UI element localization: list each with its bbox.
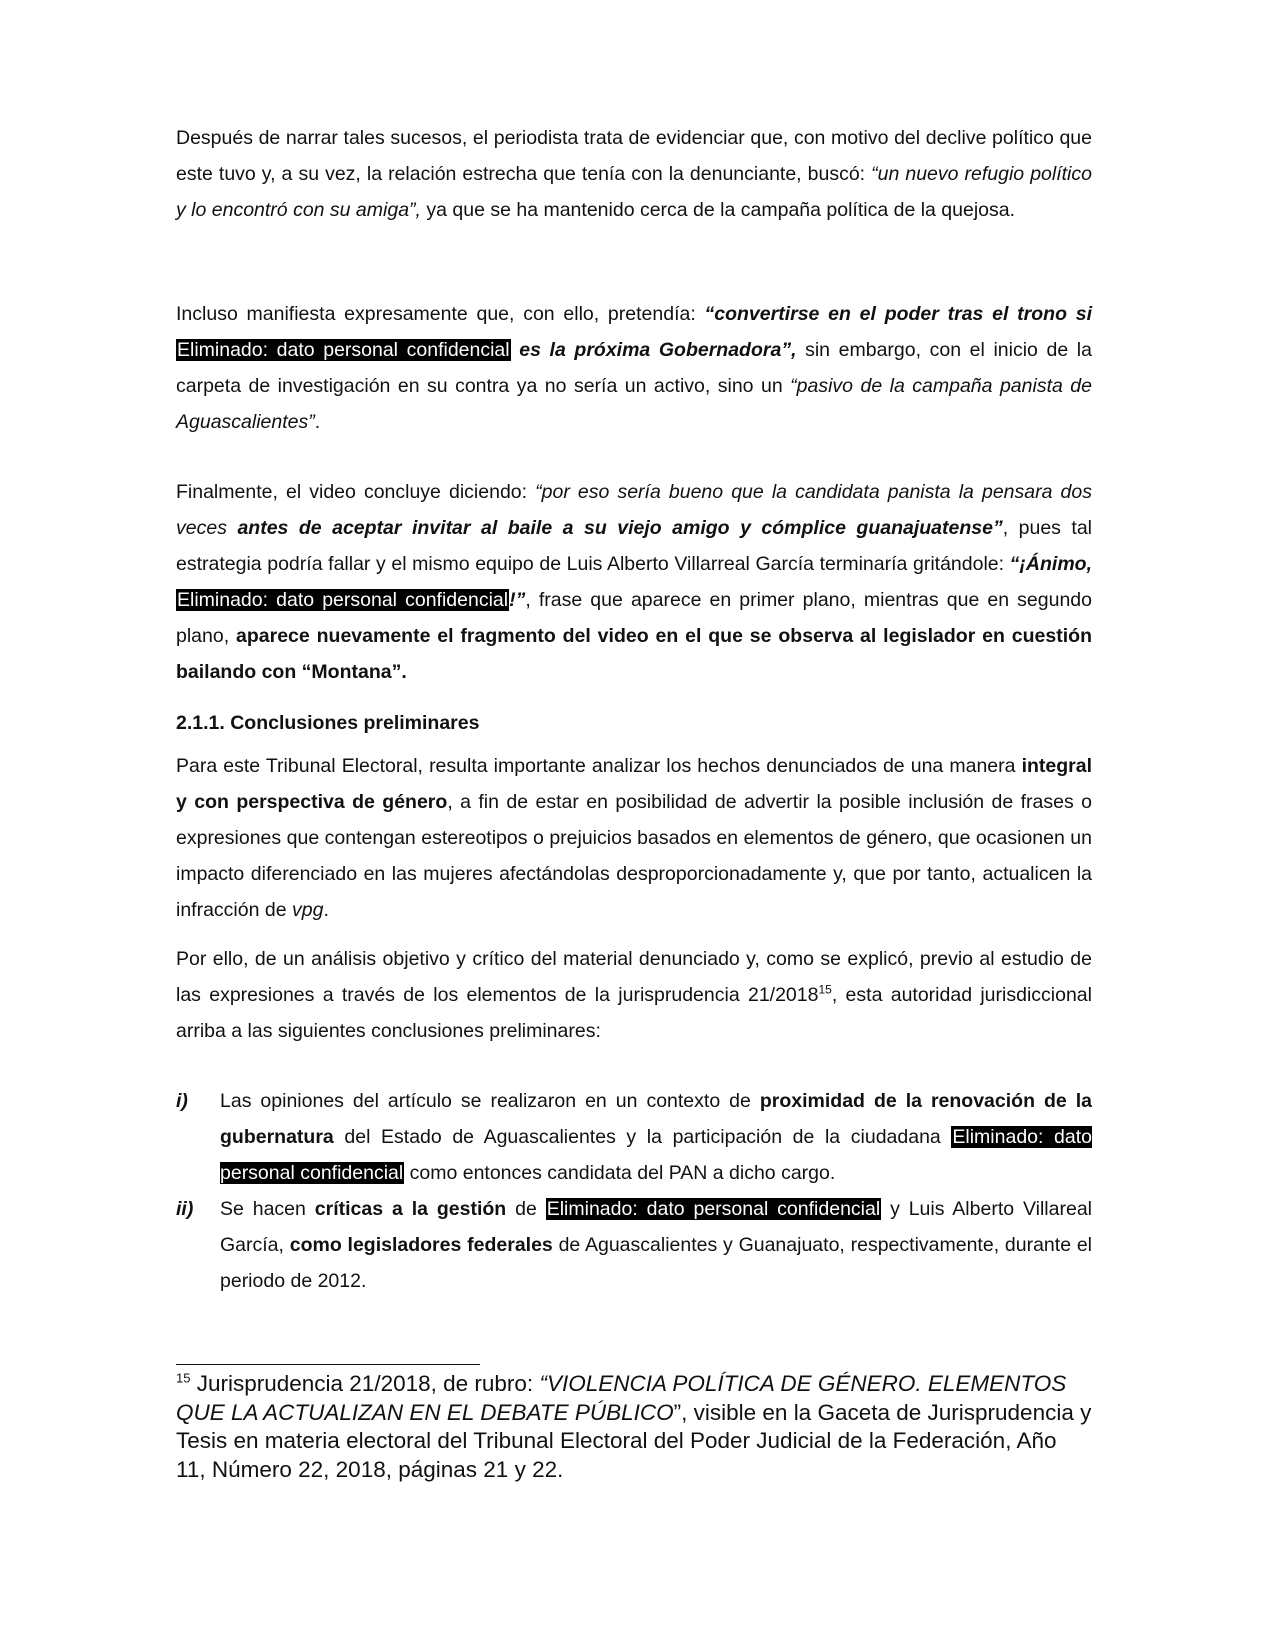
list-marker: ii) [176,1198,194,1220]
p3-quote-3: “¡Ánimo, [1009,553,1092,575]
paragraph-5 [176,941,1092,1049]
redaction-block: Eliminado: dato personal confidencial [177,339,510,361]
paragraph-1 [176,120,1092,228]
redaction-block: Eliminado: dato personal confidencial [220,1126,1093,1184]
p1-quote: “un nuevo refugio político y lo encontró con su amiga”, [176,163,1092,221]
footnote-reference: 15 [818,982,832,997]
li2-bold-1: críticas a la gestión [314,1198,507,1220]
p4-text-1: Para este Tribunal Electoral, resulta importante analizar los hechos denunciados de una manera [176,755,1022,777]
p3-text-3: , frase que aparece en primer plano, mientras que en segundo plano, [176,589,1092,647]
p3-text-2: , pues tal estrategia podría fallar y el mismo equipo de Luis Alberto Villarreal García terminaría gritándole: [176,517,1092,575]
li2-bold-2: como legisladores federales [289,1234,553,1256]
p2-quote-1: “convertirse en el poder tras el trono si [704,303,1092,325]
section-heading: 2.1.1. Conclusiones preliminares [176,712,480,734]
p4-italic: vpg [291,899,324,921]
li2-text-3: y Luis Alberto Villareal García, [220,1198,1092,1256]
p2-quote-2: es la próxima Gobernadora”, [510,339,797,361]
li1-bold: proximidad de la renovación de la gubernatura [220,1090,1093,1148]
redaction-block: Eliminado: dato personal confidencial [177,589,509,611]
footnote-separator [176,1364,480,1365]
p3-quote-1: “por eso sería bueno que la candidata panista la pensara dos veces [176,481,1092,539]
redaction-block: Eliminado: dato personal confidencial [546,1198,881,1220]
p4-text-2: , a fin de estar en posibilidad de advertir la posible inclusión de frases o expresiones que contengan estereotipos o prejuicios basados en elementos de género, que ocasionen un impacto diferenciado en las mujeres afectándolas desproporcionadamente y, que por tanto, actualicen la infracción de [176,791,1092,921]
li2-text-4: de Aguascalientes y Guanajuato, respectivamente, durante el periodo de 2012. [220,1234,1093,1292]
paragraph-4 [176,748,1092,928]
p1-text-2: ya que se ha mantenido cerca de la campaña política de la quejosa. [420,199,1016,221]
p2-text-3: . [314,411,321,433]
li1-text-3: como entonces candidata del PAN a dicho cargo. [404,1162,836,1184]
p1-text-1: Después de narrar tales sucesos, el periodista trata de evidenciar que, con motivo del declive político que este tuvo y, a su vez, la relación estrecha que tenía con la denunciante, buscó: [176,127,1092,185]
li1-text-1: Las opiniones del artículo se realizaron en un contexto de [220,1090,760,1112]
footnote-text-2: ”, visible en la Gaceta de Jurisprudencia y Tesis en materia electoral del Tribunal Electoral del Poder Judicial de la Federación, Año 11, Número 22, 2018, páginas 21 y 22. [176,1399,1092,1482]
p5-text-2: , esta autoridad jurisdiccional arriba a las siguientes conclusiones preliminares: [176,984,1092,1042]
p4-bold: integral y con perspectiva de género [176,755,1092,813]
p3-quote-4: !” [509,589,526,611]
list-item-body [220,1083,1092,1191]
paragraph-3 [176,474,1092,690]
p2-text-2: sin embargo, con el inicio de la carpeta de investigación en su contra ya no sería un activo, sino un [176,339,1092,397]
p4-text-3: . [323,899,329,921]
footnote-text-1: Jurisprudencia 21/2018, de rubro: [190,1371,540,1396]
paragraph-2 [176,296,1092,440]
li2-text-2: de [506,1198,546,1220]
p3-quote-2: antes de aceptar invitar al baile a su viejo amigo y cómplice guanajuatense” [237,517,1003,539]
footnote-number: 15 [176,1370,191,1386]
list-item [176,1083,1092,1191]
p5-text-1: Por ello, de un análisis objetivo y crítico del material denunciado y, como se explicó, previo al estudio de las expresiones a través de los elementos de la jurisprudencia 21/2018 [176,948,1092,1006]
footnote-title: “VIOLENCIA POLÍTICA DE GÉNERO. ELEMENTOS QUE LA ACTUALIZAN EN EL DEBATE PÚBLICO [176,1371,1067,1425]
p2-quote-3: “pasivo de la campaña panista de Aguascalientes” [176,375,1093,433]
list-item [176,1191,1092,1299]
p2-text-1: Incluso manifiesta expresamente que, con ello, pretendía: [176,303,705,325]
li2-text-1: Se hacen [220,1198,315,1220]
p3-bold: aparece nuevamente el fragmento del video en el que se observa al legislador en cuestión bailando con “Montana”. [176,625,1092,683]
list-item-body [220,1191,1092,1299]
footnote [176,1370,1092,1484]
list-marker: i) [176,1090,188,1112]
p3-text-1: Finalmente, el video concluye diciendo: [176,481,536,503]
li1-text-2: del Estado de Aguascalientes y la participación de la ciudadana [333,1126,952,1148]
